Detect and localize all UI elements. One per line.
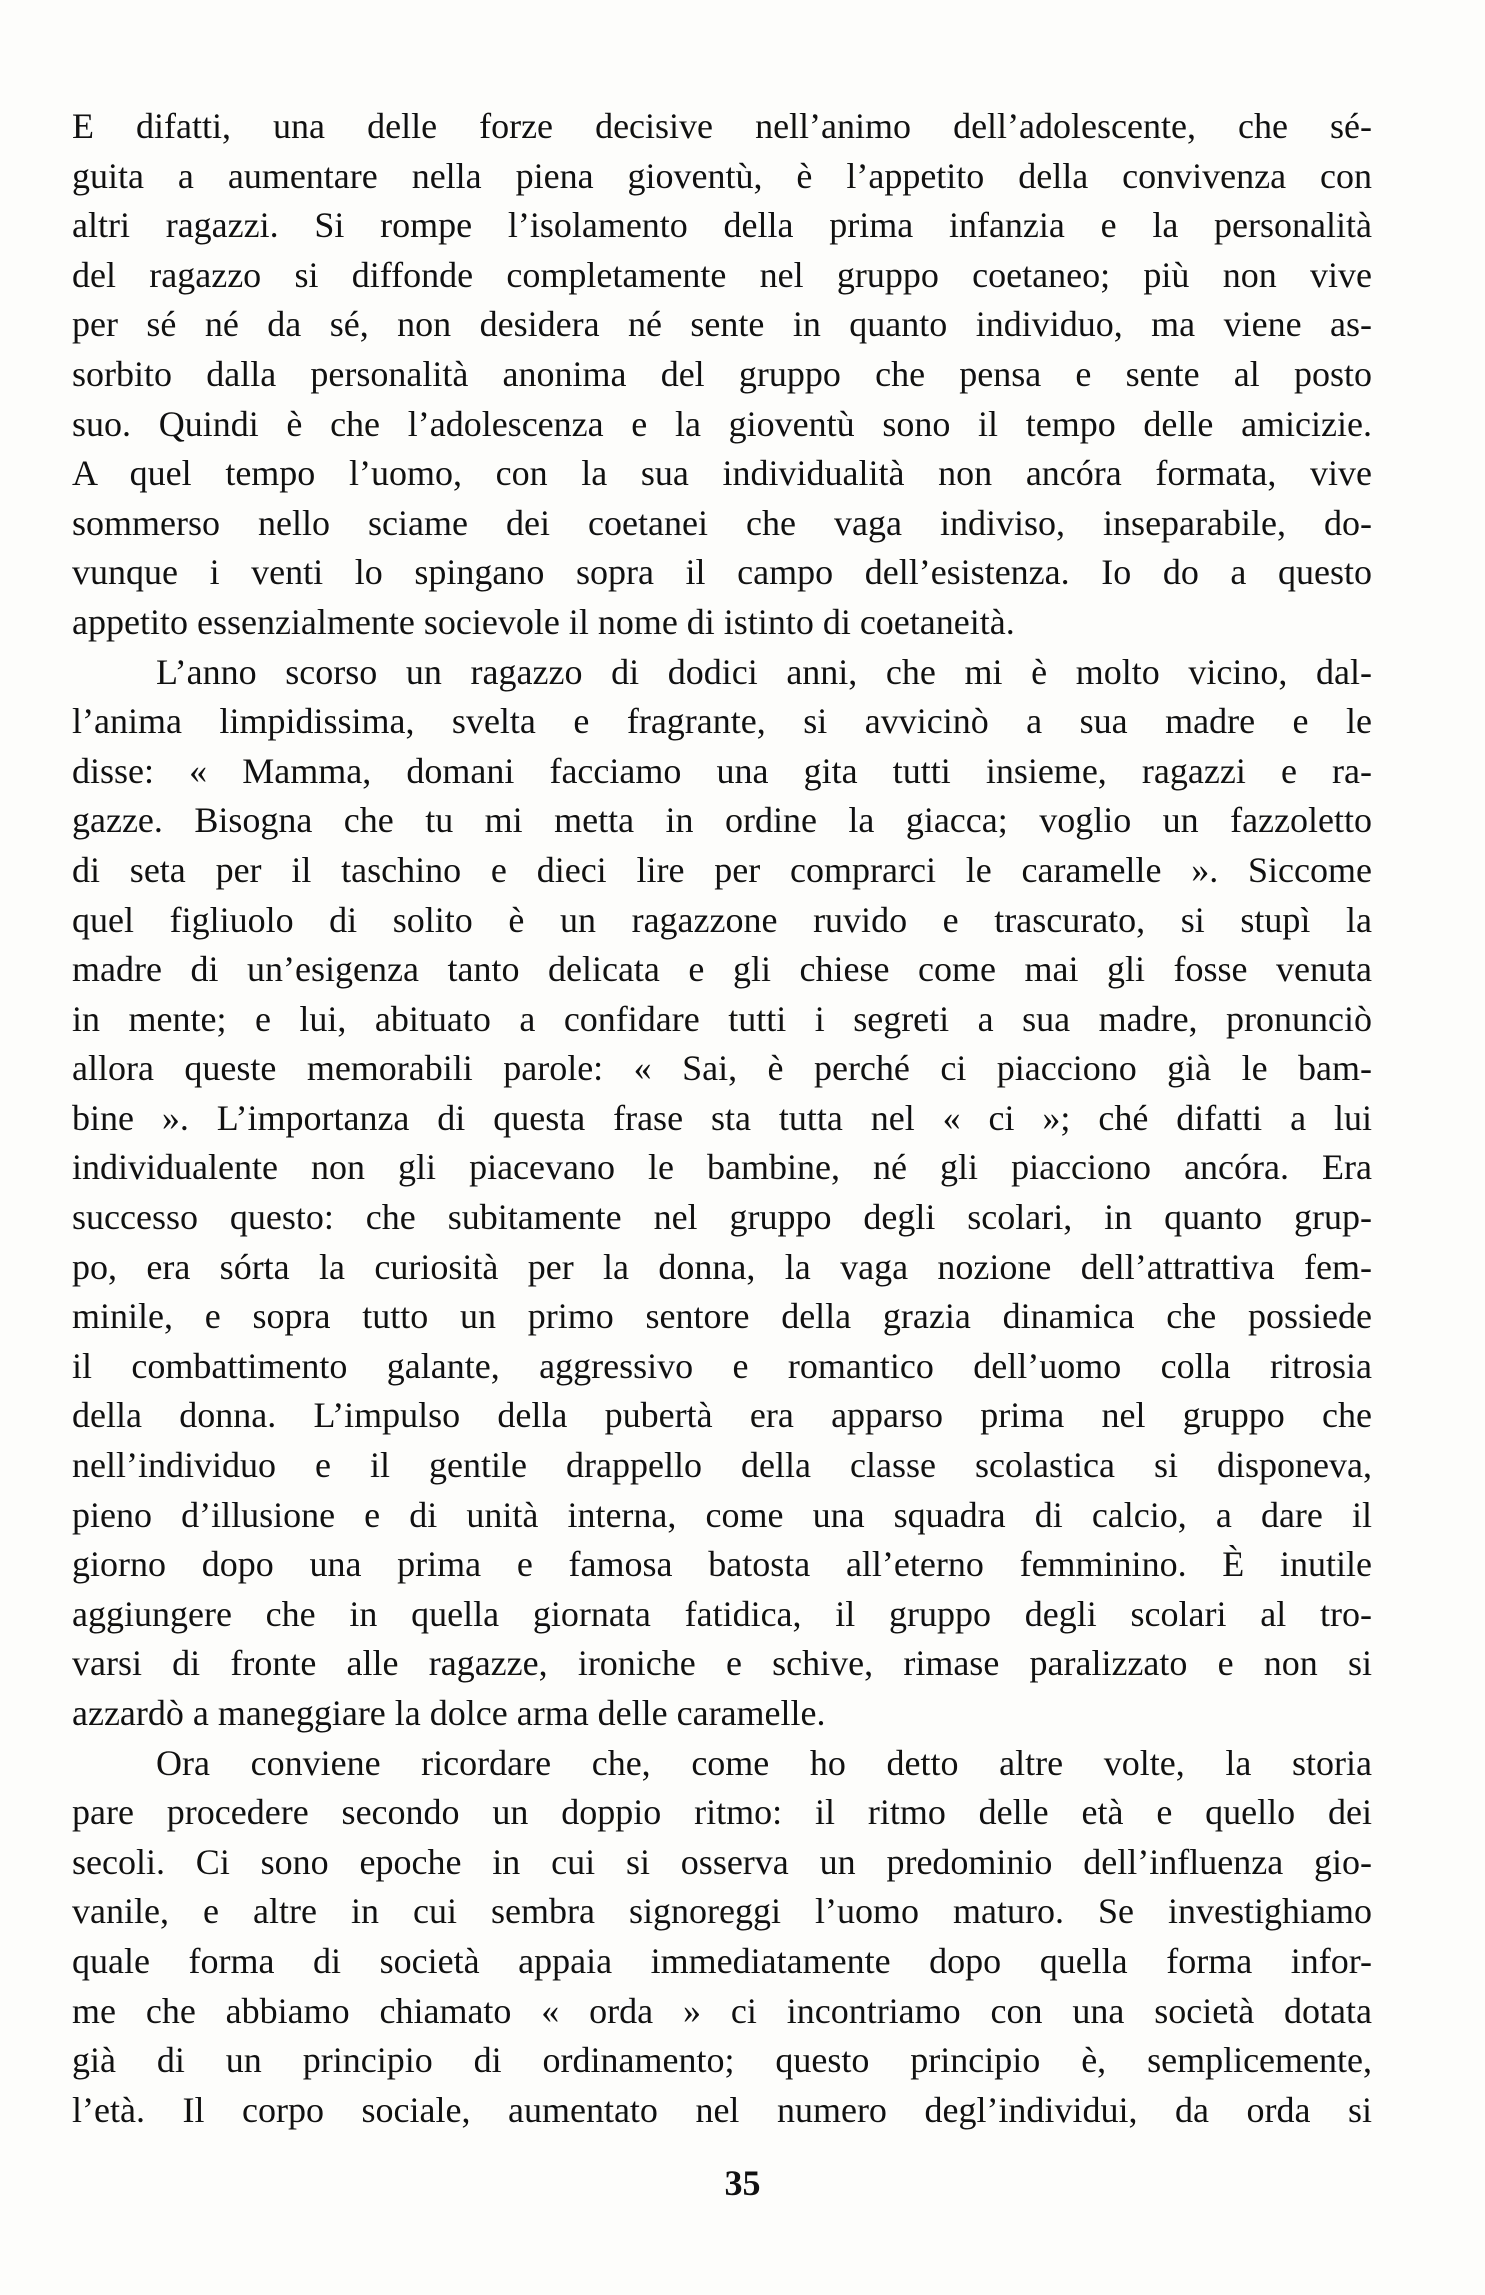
text-line: A quel tempo l’uomo, con la sua individualità non ancóra formata, vive	[72, 453, 1372, 494]
text-line: suo. Quindi è che l’adolescenza e la gioventù sono il tempo delle amicizie.	[72, 403, 1372, 444]
text-line: Ora conviene ricordare che, come ho detto altre volte, la storia	[156, 1742, 1372, 1783]
text-line: disse: « Mamma, domani facciamo una gita tutti insieme, ragazzi e ra-	[72, 750, 1372, 791]
text-line: quel figliuolo di solito è un ragazzone ruvido e trascurato, si stupì la	[72, 899, 1372, 940]
text-line: me che abbiamo chiamato « orda » ci incontriamo con una società dotata	[72, 1990, 1372, 2031]
text-line: quale forma di società appaia immediatamente dopo quella forma infor-	[72, 1940, 1372, 1981]
text-line: sommerso nello sciame dei coetanei che vaga indiviso, inseparabile, do-	[72, 502, 1372, 543]
text-line: del ragazzo si diffonde completamente nel gruppo coetaneo; più non vive	[72, 254, 1372, 295]
body-text	[72, 102, 1372, 2135]
text-line: E difatti, una delle forze decisive nell’animo dell’adolescente, che sé-	[72, 106, 1372, 146]
text-line: pare procedere secondo un doppio ritmo: il ritmo delle età e quello dei	[72, 1792, 1372, 1833]
text-line: di seta per il taschino e dieci lire per comprarci le caramelle ». Siccome	[72, 849, 1372, 890]
text-line: l’età. Il corpo sociale, aumentato nel numero degl’individui, da orda si	[72, 2089, 1372, 2130]
text-line: secoli. Ci sono epoche in cui si osserva un predominio dell’influenza gio-	[72, 1841, 1372, 1882]
text-line: sorbito dalla personalità anonima del gruppo che pensa e sente al posto	[72, 353, 1372, 394]
text-line: altri ragazzi. Si rompe l’isolamento della prima infanzia e la personalità	[72, 205, 1372, 246]
text-line: minile, e sopra tutto un primo sentore della grazia dinamica che possiede	[72, 1296, 1372, 1337]
text-line: successo questo: che subitamente nel gruppo degli scolari, in quanto grup-	[72, 1197, 1372, 1238]
text-line: L’anno scorso un ragazzo di dodici anni, che mi è molto vicino, dal-	[156, 651, 1372, 692]
text-line: vanile, e altre in cui sembra signoreggi l’uomo maturo. Se investighiamo	[72, 1891, 1372, 1932]
text-line: vunque i venti lo spingano sopra il campo dell’esistenza. Io do a questo	[72, 552, 1372, 593]
text-line: guita a aumentare nella piena gioventù, è l’appetito della convivenza con	[72, 155, 1372, 196]
text-line: nell’individuo e il gentile drappello della classe scolastica si disponeva,	[72, 1445, 1372, 1486]
text-line: bine ». L’importanza di questa frase sta tutta nel « ci »; ché difatti a lui	[72, 1097, 1372, 1138]
text-line: pieno d’illusione e di unità interna, come una squadra di calcio, a dare il	[72, 1494, 1372, 1535]
text-line: varsi di fronte alle ragazze, ironiche e schive, rimase paralizzato e non si	[72, 1643, 1372, 1684]
text-line: della donna. L’impulso della pubertà era apparso prima nel gruppo che	[72, 1395, 1372, 1436]
text-line: giorno dopo una prima e famosa batosta all’eterno femminino. È inutile	[72, 1544, 1372, 1585]
text-line: già di un principio di ordinamento; questo principio è, semplicemente,	[72, 2040, 1372, 2081]
text-line: l’anima limpidissima, svelta e fragrante, si avvicinò a sua madre e le	[72, 701, 1372, 742]
page-number: 35	[724, 2163, 761, 2203]
text-line: madre di un’esigenza tanto delicata e gli chiese come mai gli fosse venuta	[72, 949, 1372, 990]
text-line: po, era sórta la curiosità per la donna, la vaga nozione dell’attrattiva fem-	[72, 1246, 1372, 1287]
text-line: il combattimento galante, aggressivo e romantico dell’uomo colla ritrosia	[72, 1345, 1372, 1386]
text-line: per sé né da sé, non desidera né sente in quanto individuo, ma viene as-	[72, 304, 1372, 345]
text-line: in mente; e lui, abituato a confidare tutti i segreti a sua madre, pronunciò	[72, 998, 1372, 1039]
text-line: individualente non gli piacevano le bambine, né gli piacciono ancóra. Era	[72, 1147, 1372, 1188]
text-line: allora queste memorabili parole: « Sai, è perché ci piacciono già le bam-	[72, 1048, 1372, 1089]
text-line: aggiungere che in quella giornata fatidica, il gruppo degli scolari al tro-	[72, 1593, 1372, 1634]
text-line: appetito essenzialmente socievole il nome di istinto di coetaneità.	[72, 601, 1015, 642]
text-line: azzardò a maneggiare la dolce arma delle caramelle.	[72, 1693, 826, 1733]
text-line: gazze. Bisogna che tu mi metta in ordine la giacca; voglio un fazzoletto	[72, 800, 1372, 841]
